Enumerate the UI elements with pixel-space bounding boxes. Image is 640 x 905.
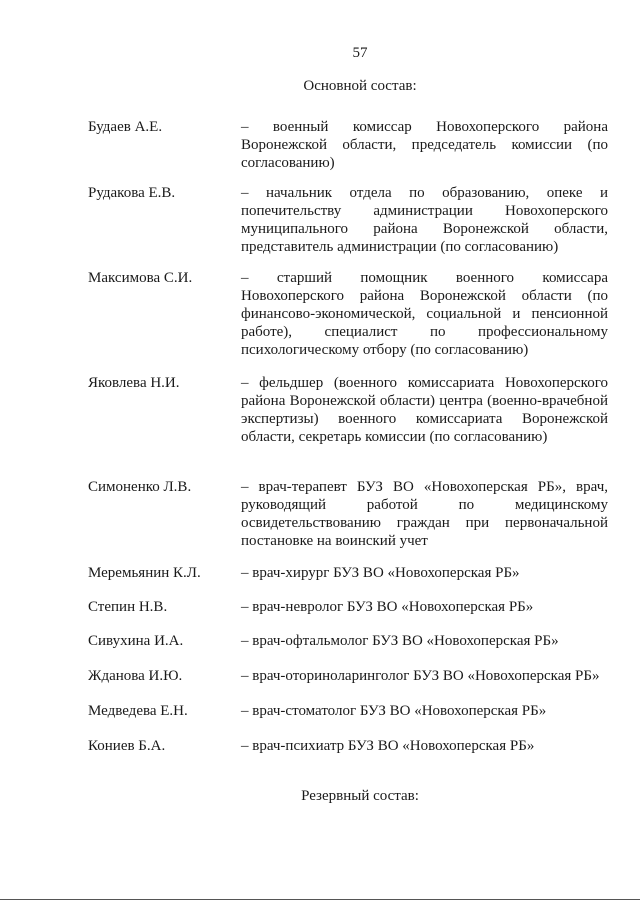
main-composition-heading: Основной состав: bbox=[303, 78, 417, 94]
member-role: – врач-офтальмолог БУЗ ВО «Новохоперская РБ» bbox=[241, 633, 559, 649]
member-role: – начальник отдела по образованию, опеке и попечительству администрации Новохоперского муниципального района Воронежской области, представитель администрации (по согласованию) bbox=[241, 185, 608, 255]
member-role: – военный комиссар Новохоперского района Воронежской области, председатель комиссии (по согласованию) bbox=[241, 119, 608, 171]
member-role: – врач-хирург БУЗ ВО «Новохоперская РБ» bbox=[241, 565, 520, 581]
member-role: – старший помощник военного комиссара Новохоперского района Воронежской области (по финансово-экономической, социальной и пенсионной работе), специалист по профессиональному психологическому отбору (по согласованию) bbox=[241, 270, 608, 358]
member-role: – фельдшер (военного комиссариата Новохоперского района Воронежской области) центра (военно-врачебной экспертизы) военного комиссариата Воронежской области, секретарь комиссии (по согласованию) bbox=[241, 375, 608, 445]
member-name: Будаев А.Е. bbox=[88, 119, 163, 135]
member-name: Симоненко Л.В. bbox=[88, 479, 192, 495]
member-name: Сивухина И.А. bbox=[88, 633, 184, 649]
member-name: Медведева Е.Н. bbox=[88, 703, 188, 719]
page-number: 57 bbox=[352, 45, 368, 61]
reserve-composition-heading: Резервный состав: bbox=[301, 788, 419, 804]
member-role: – врач-стоматолог БУЗ ВО «Новохоперская РБ» bbox=[241, 703, 547, 719]
member-name: Кониев Б.А. bbox=[88, 738, 166, 754]
member-name: Рудакова Е.В. bbox=[88, 185, 176, 201]
member-name: Жданова И.Ю. bbox=[88, 668, 183, 684]
member-role: – врач-психиатр БУЗ ВО «Новохоперская РБ» bbox=[241, 738, 535, 754]
member-role: – врач-терапевт БУЗ ВО «Новохоперская РБ», врач, руководящий работой по медицинскому освидетельствованию граждан при первоначальной постановке на воинский учет bbox=[241, 479, 608, 549]
member-role: – врач-невролог БУЗ ВО «Новохоперская РБ» bbox=[241, 599, 534, 615]
member-name: Степин Н.В. bbox=[88, 599, 168, 615]
member-name: Максимова С.И. bbox=[88, 270, 193, 286]
member-name: Яковлева Н.И. bbox=[88, 375, 180, 391]
member-name: Меремьянин К.Л. bbox=[88, 565, 201, 581]
bottom-divider bbox=[0, 899, 640, 900]
member-role: – врач-оториноларинголог БУЗ ВО «Новохоперская РБ» bbox=[241, 668, 600, 684]
